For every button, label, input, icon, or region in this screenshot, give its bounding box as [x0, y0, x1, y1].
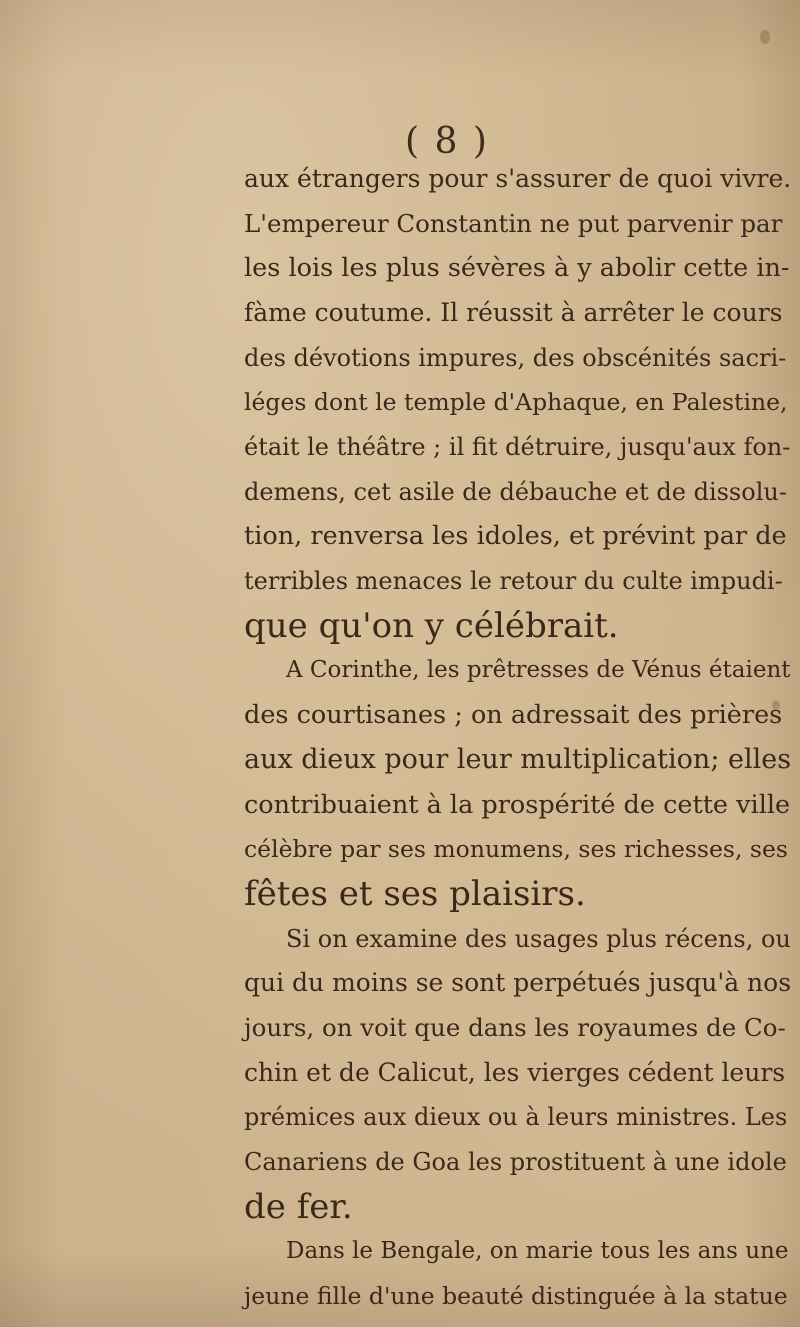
text-line: célèbre par ses monumens, ses richesses, ses: [244, 835, 788, 864]
text-line: des dévotions impures, des obscénités sacri-: [244, 343, 787, 372]
text-line: prémices aux dieux ou à leurs ministres. Les: [244, 1103, 788, 1132]
text-line: les lois les plus sévères à y abolir cette in-: [244, 253, 790, 284]
text-line: aux étrangers pour s'assurer de quoi vivre.: [244, 164, 792, 193]
text-line: Canariens de Goa les prostituent à une idole: [244, 1147, 787, 1176]
text-line: demens, cet asile de débauche et de dissolu-: [244, 477, 787, 506]
text-line: aux dieux pour leur multiplication; elles: [244, 743, 792, 775]
text-line: tion, renversa les idoles, et prévint par de: [244, 521, 787, 552]
text-line: de fer.: [244, 1186, 353, 1227]
text-line: terribles menaces le retour du culte impudi-: [244, 567, 783, 596]
text-line: chin et de Calicut, les vierges cédent leurs: [244, 1057, 786, 1087]
text-line: des courtisanes ; on adressait des prières: [244, 700, 783, 731]
text-line: contribuaient à la prospérité de cette ville: [244, 789, 791, 820]
text-line: que qu'on y célébrait.: [244, 605, 619, 646]
text-line: jeune fille d'une beauté distinguée à la statue: [244, 1282, 788, 1310]
text-line: L'empereur Constantin ne put parvenir par: [244, 208, 783, 238]
text-line: était le théâtre ; il fit détruire, jusqu'aux fon-: [244, 433, 791, 462]
page-number: ( 8 ): [405, 121, 489, 162]
text-line: léges dont le temple d'Aphaque, en Palestine,: [244, 388, 788, 417]
paragraph-start-line: Si on examine des usages plus récens, ou: [286, 924, 791, 953]
paragraph-start-line: A Corinthe, les prêtresses de Vénus étaient: [286, 657, 791, 684]
text-line: jours, on voit que dans les royaumes de Co-: [244, 1012, 786, 1042]
text-line: fêtes et ses plaisirs.: [244, 873, 586, 914]
paragraph-start-line: Dans le Bengale, on marie tous les ans une: [286, 1238, 789, 1265]
text-line: fàme coutume. Il réussit à arrêter le cours: [244, 298, 783, 328]
text-line: qui du moins se sont perpétués jusqu'à nos: [244, 968, 792, 998]
